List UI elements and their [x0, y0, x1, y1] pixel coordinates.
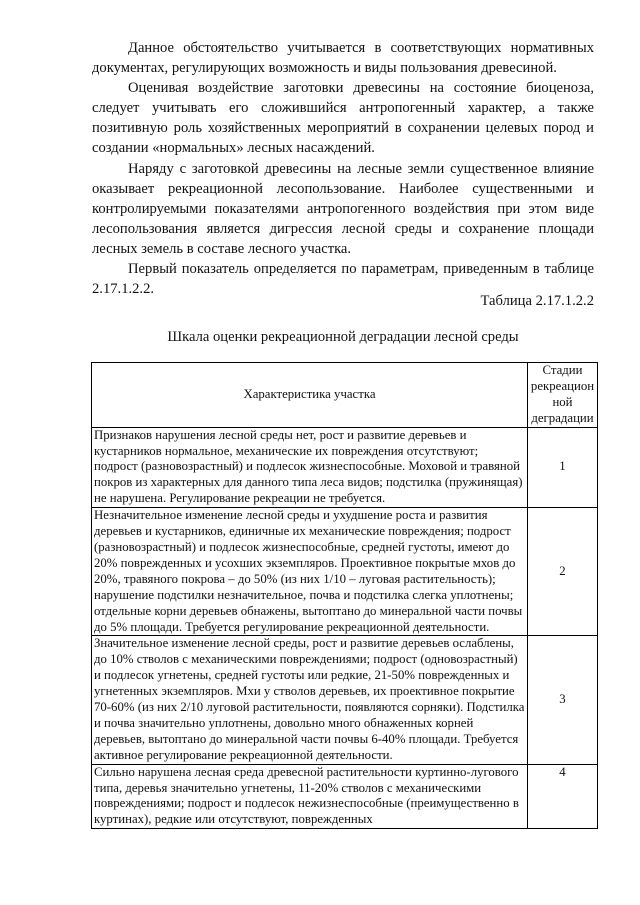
body-text	[92, 38, 594, 299]
table-title: Шкала оценки рекреационной деградации лесной среды	[167, 329, 519, 345]
table-label: Таблица 2.17.1.2.2	[480, 293, 594, 309]
page-bottom-margin	[0, 843, 640, 905]
paragraph: Оценивая воздействие заготовки древесины на состояние биоценоза, следует учитывать его сложившийся антропогенный характер, а также позитивную роль хозяйственных мероприятий в сохранении целевых пород и создании «нормальных» лесных насаждений.	[92, 80, 594, 157]
table-row	[92, 427, 598, 508]
row-description: Незначительное изменение лесной среды и ухудшение роста и развития деревьев и кустарников, единичные их механические повреждения; подрост (разновозрастный) и подлесок жизнеспособные, средней густоты, имеют до 20% поврежденных и усохших экземпляров. Проективное покрытые мхов до 20%, травяного покрова – до 50% (из них 1/10 – луговая растительность); нарушение подстилки незначительное, почва и подстилка слегка уплотнены; отдельные корни деревьев обнажены, вытоптано до минеральной части почвы до 5% площади. Требуется регулирование рекреационной деятельности.	[92, 508, 528, 636]
table-header-row	[92, 363, 598, 428]
header-stage: Стадии рекреацион ной деградации	[528, 363, 598, 428]
header-characteristic: Характеристика участка	[92, 363, 528, 428]
table-row	[92, 764, 598, 829]
row-stage: 4	[528, 764, 598, 829]
table-row	[92, 508, 598, 636]
paragraph: Первый показатель определяется по параметрам, приведенным в таблице 2.17.1.2.2.	[92, 261, 594, 298]
row-description: Признаков нарушения лесной среды нет, рост и развитие деревьев и кустарников нормальное, механические их повреждения отсутствуют; подрост (разновозрастный) и подлесок жизнеспособные. Моховой и травяной покров из характерных для данного типа леса видов; подстилка (пружинящая) не нарушена. Регулирование рекреации не требуется.	[92, 427, 528, 508]
paragraph: Наряду с заготовкой древесины на лесные земли существенное влияние оказывает рекреационной лесопользование. Наиболее существенными и контролируемыми показателями антропогенного воздействия при этом виде лесопользования является дигрессия лесной среды и сохранение площади лесных земель в составе лесного участка.	[92, 160, 594, 257]
row-stage: 2	[528, 508, 598, 636]
row-description: Сильно нарушена лесная среда древесной растительности куртинно-лугового типа, деревья значительно угнетены, 11-20% стволов с механическими повреждениями; подрост и подлесок нежизнеспособные (преимущественно в куртинах), редкие или отсутствуют, поврежденных	[92, 764, 528, 829]
degradation-scale-table	[91, 362, 598, 829]
row-description: Значительное изменение лесной среды, рост и развитие деревьев ослаблены, до 10% стволов с механическими повреждениями; подрост (одновозрастный) и подлесок угнетены, средней густоты или редкие, 21-50% поврежденных и угнетенных экземпляров. Мхи у стволов деревьев, их проективное покрытие 70-60% (из них 2/10 луговой растительности, появляются сорняки). Подстилка и почва значительно уплотнены, довольно много обнаженных корней деревьев, вытоптано до минеральной части почвы 6-40% площади. Требуется активное регулирование рекреационной деятельности.	[92, 636, 528, 764]
row-stage: 1	[528, 427, 598, 508]
table-row	[92, 636, 598, 764]
paragraph: Данное обстоятельство учитывается в соответствующих нормативных документах, регулирующих возможность и виды пользования древесиной.	[92, 40, 594, 77]
row-stage: 3	[528, 636, 598, 764]
